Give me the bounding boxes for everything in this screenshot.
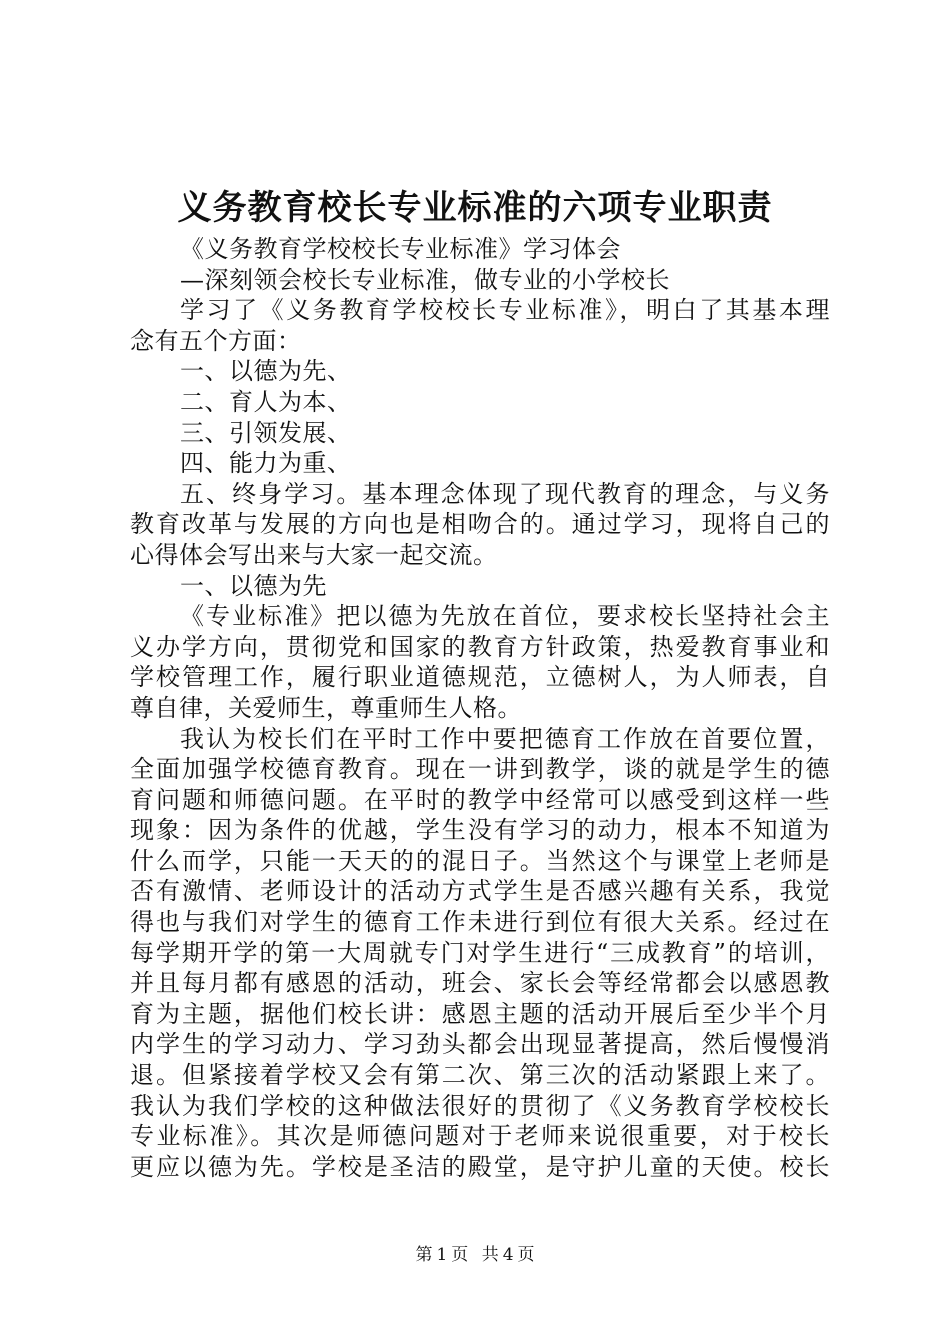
document-title: 义务教育校长专业标准的六项专业职责 <box>177 188 773 228</box>
page-unit: 页 <box>451 1245 469 1265</box>
text-line: 更应以德为先。学校是圣洁的殿堂，是守护儿童的天使。校长 <box>130 1152 830 1181</box>
text-line: 每学期开学的第一大周就专门对学生进行“三成教育”的培训， <box>130 938 830 967</box>
text-line: 三、引领发展、 <box>180 418 352 447</box>
text-line: 二、育人为本、 <box>180 387 352 416</box>
text-line: 《专业标准》把以德为先放在首位，要求校长坚持社会主 <box>180 602 830 631</box>
text-line: 四、能力为重、 <box>180 449 352 478</box>
text-line: 义办学方向，贯彻党和国家的教育方针政策，热爱教育事业和 <box>130 632 830 661</box>
total-unit: 页 <box>517 1245 535 1265</box>
text-line: 学校管理工作，履行职业道德规范，立德树人，为人师表，自 <box>130 663 830 692</box>
text-line: 《义务教育学校校长专业标准》学习体会 <box>180 235 621 263</box>
text-line: 全面加强学校德育教育。现在一讲到教学，谈的就是学生的德 <box>130 755 830 784</box>
text-line: 内学生的学习动力、学习劲头都会出现显著提高，然后慢慢消 <box>130 1030 830 1059</box>
page-footer <box>0 1243 950 1267</box>
total-indicator <box>480 1245 537 1265</box>
text-line: 我认为我们学校的这种做法很好的贯彻了《义务教育学校校长 <box>130 1091 830 1120</box>
text-line: 否有激情、老师设计的活动方式学生是否感兴趣有关系，我觉 <box>130 877 830 906</box>
text-line: —深刻领会校长专业标准，做专业的小学校长 <box>180 265 670 294</box>
text-line: 育为主题，据他们校长讲：感恩主题的活动开展后至少半个月 <box>130 999 830 1028</box>
text-line: 一、以德为先、 <box>180 357 352 386</box>
text-line: 并且每月都有感恩的活动，班会、家长会等经常都会以感恩教 <box>130 969 830 998</box>
text-line: 退。但紧接着学校又会有第二次、第三次的活动紧跟上来了。 <box>130 1061 830 1090</box>
page-label: 第 <box>415 1245 433 1265</box>
total-label: 共 <box>481 1245 499 1265</box>
text-line: 现象：因为条件的优越，学生没有学习的动力，根本不知道为 <box>130 816 830 845</box>
document-body <box>130 234 830 1182</box>
page-indicator <box>413 1245 470 1265</box>
text-line: 尊自律，关爱师生，尊重师生人格。 <box>130 693 522 722</box>
text-line: 学习了《义务教育学校校长专业标准》，明白了其基本理 <box>180 296 830 325</box>
page-number: 1 <box>436 1245 448 1265</box>
text-line: 五、终身学习。基本理念体现了现代教育的理念，与义务 <box>180 479 830 508</box>
text-line: 得也与我们对学生的德育工作未进行到位有很大关系。经过在 <box>130 908 830 937</box>
text-line: 一、以德为先 <box>180 571 327 600</box>
text-line: 心得体会写出来与大家一起交流。 <box>130 540 498 569</box>
text-line: 专业标准》。其次是师德问题对于老师来说很重要，对于校长 <box>130 1122 830 1151</box>
text-line: 念有五个方面： <box>130 326 302 355</box>
text-line: 什么而学，只能一天天的的混日子。当然这个与课堂上老师是 <box>130 846 830 875</box>
text-line: 我认为校长们在平时工作中要把德育工作放在首要位置， <box>180 724 830 753</box>
total-pages: 4 <box>502 1245 514 1265</box>
text-line: 教育改革与发展的方向也是相吻合的。通过学习，现将自己的 <box>130 510 830 539</box>
text-line: 育问题和师德问题。在平时的教学中经常可以感受到这样一些 <box>130 785 830 814</box>
